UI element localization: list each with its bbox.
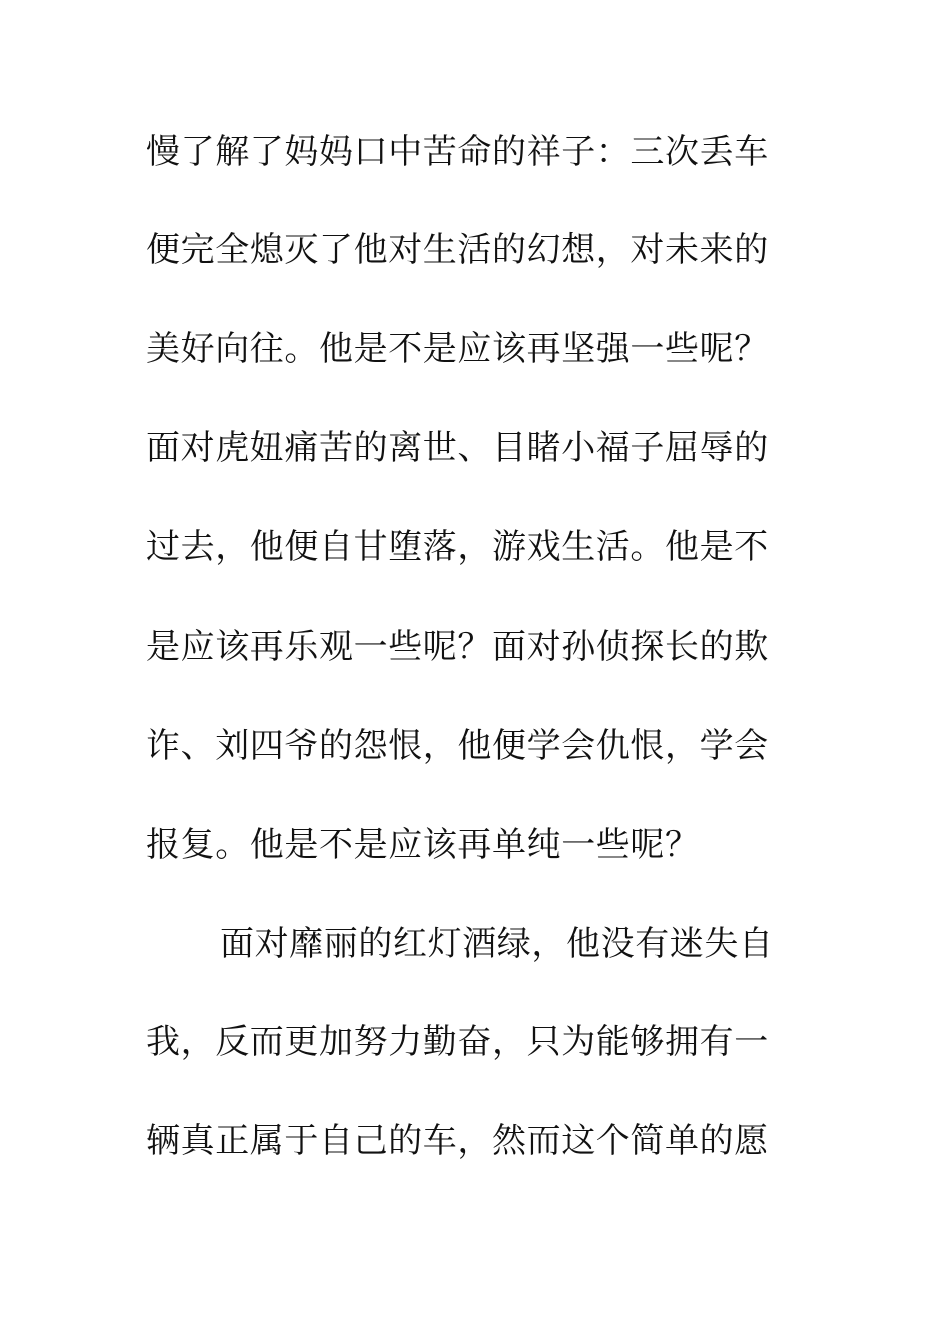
text-line: 诈、刘四爷的怨恨，他便学会仇恨，学会 [146, 726, 769, 766]
text-line: 我，反而更加努力勤奋，只为能够拥有一 [146, 1022, 769, 1062]
text-line: 是应该再乐观一些呢？面对孙侦探长的欺 [146, 627, 769, 667]
text-line: 报复。他是不是应该再单纯一些呢？ [146, 825, 700, 865]
text-line: 过去，他便自甘堕落，游戏生活。他是不 [146, 527, 769, 567]
text-line: 便完全熄灭了他对生活的幻想，对未来的 [146, 230, 769, 270]
text-line: 慢了解了妈妈口中苦命的祥子：三次丢车 [146, 132, 769, 172]
text-line: 美好向往。他是不是应该再坚强一些呢？ [146, 329, 769, 369]
text-line: 面对虎妞痛苦的离世、目睹小福子屈辱的 [146, 428, 769, 468]
paragraph-first-line: 面对靡丽的红灯酒绿，他没有迷失自 [220, 924, 774, 964]
text-line: 辆真正属于自己的车，然而这个简单的愿 [146, 1121, 769, 1161]
